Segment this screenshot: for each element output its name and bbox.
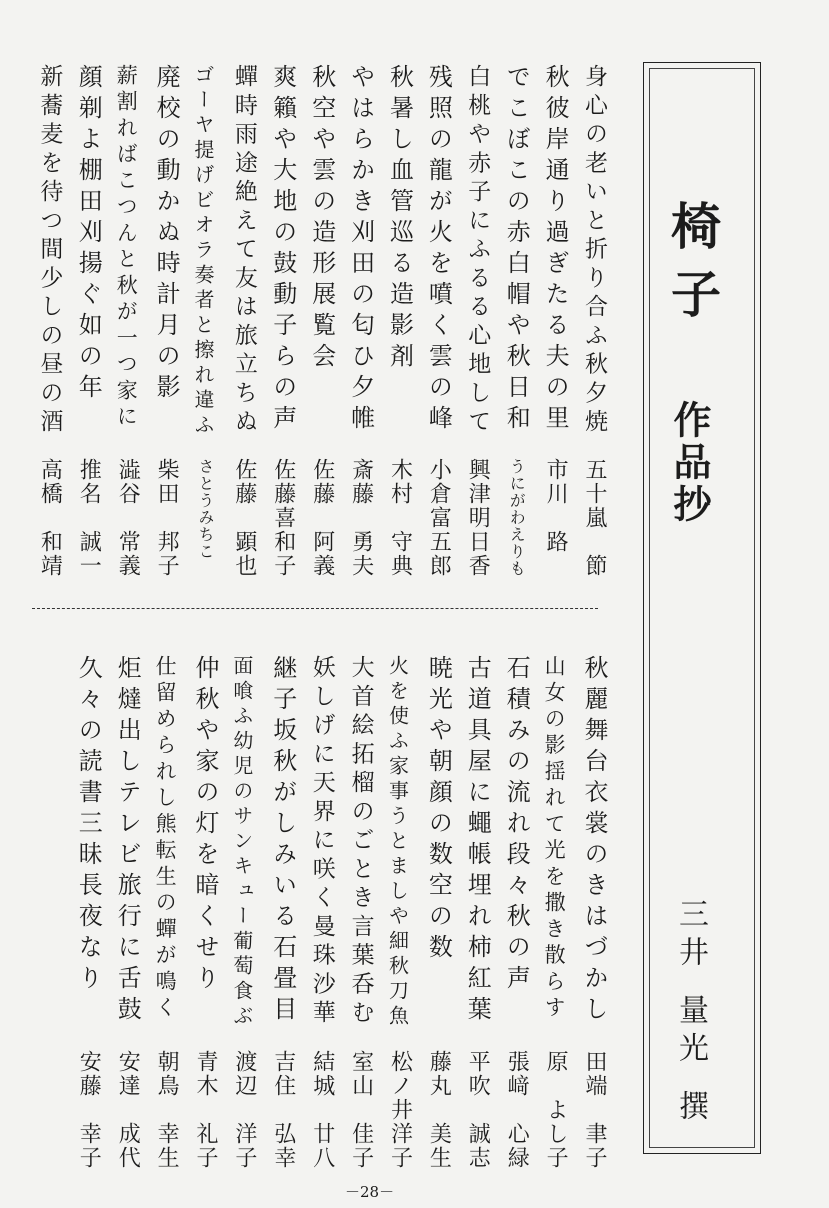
haiku-author: さとうみちこ	[196, 458, 215, 560]
editor-role: 撰	[673, 1090, 708, 1128]
editor-credit	[668, 898, 712, 1128]
haiku-entry	[341, 64, 381, 584]
haiku-author: 柴田 邦子	[154, 458, 180, 578]
haiku-entry	[574, 655, 614, 1175]
haiku-entry	[380, 655, 420, 1175]
haiku-author: 松ノ井洋子	[387, 1050, 413, 1170]
haiku-text: 山女の影揺れて光を撒き散らす	[542, 655, 567, 1023]
haiku-text: 継子坂秋がしみいる石畳目	[268, 655, 297, 1027]
haiku-author: 市川 路	[543, 458, 569, 554]
haiku-entry	[146, 655, 186, 1175]
haiku-entry	[535, 64, 575, 584]
haiku-text: 廃校の動かぬ時計月の影	[152, 64, 181, 405]
haiku-author: 小倉富五郎	[426, 458, 452, 578]
haiku-entry	[224, 655, 264, 1175]
section-divider	[32, 608, 598, 609]
haiku-text: 古道具屋に蠅帳埋れ柿紅葉	[463, 655, 492, 1027]
haiku-text: 秋暑し血管巡る造影剤	[385, 64, 414, 374]
haiku-author: 佐藤 阿義	[309, 458, 335, 578]
haiku-author: 室山 佳子	[348, 1050, 374, 1170]
section-title: 作品抄	[667, 400, 711, 526]
haiku-author: 原 よし子	[543, 1050, 569, 1170]
haiku-entry	[107, 655, 147, 1175]
haiku-author: 青木 礼子	[193, 1050, 218, 1170]
haiku-author: 安藤 幸子	[76, 1050, 102, 1170]
haiku-text: 秋彼岸通り過ぎたる夫の里	[541, 64, 570, 436]
haiku-text: 残照の龍が火を噴く雲の峰	[424, 64, 453, 436]
haiku-author: 渡辺 洋子	[231, 1050, 257, 1170]
haiku-text: 炬燵出しテレビ旅行に舌鼓	[113, 655, 142, 1027]
haiku-text: 薪割ればこつんと秋が一つ家に	[114, 64, 139, 432]
haiku-text: 爽籟や大地の鼓動子らの声	[268, 64, 297, 436]
editor-family-name: 三井	[673, 898, 708, 974]
haiku-author: 五十嵐 節	[582, 458, 607, 578]
haiku-entry	[185, 64, 225, 584]
haiku-author: 安達 成代	[115, 1050, 141, 1170]
haiku-author: 木村 守典	[387, 458, 413, 578]
haiku-text: 面喰ふ幼児のサンキュー葡萄食ぶ	[229, 655, 254, 1030]
haiku-author: 澁谷 常義	[115, 458, 141, 578]
haiku-text: 白桃や赤子にふるる心地して	[464, 64, 491, 438]
haiku-text: やはらかき刈田の匂ひ夕帷	[346, 64, 375, 436]
haiku-entry	[68, 655, 108, 1175]
haiku-text: 仕留められし熊転生の蟬が鳴く	[153, 655, 178, 1023]
haiku-text: 身心の老いと折り合ふ秋夕焼	[581, 64, 607, 438]
haiku-text: 火を使ふ家事うとましや細秋刀魚	[385, 655, 410, 1030]
haiku-author: 高橋 和靖	[37, 458, 63, 578]
haiku-text: 新蕎麦を待つ間少しの昼の酒	[36, 64, 63, 438]
haiku-author: 興津明日香	[465, 458, 491, 578]
editor-given-name: 量光	[673, 994, 708, 1070]
haiku-text: 久々の読書三昧長夜なり	[74, 655, 103, 996]
haiku-author: 結城 廿八	[309, 1050, 335, 1170]
haiku-entry	[380, 64, 420, 584]
haiku-entry	[457, 655, 497, 1175]
haiku-text: 顔剃よ棚田刈揚ぐ如の年	[74, 64, 103, 405]
haiku-author: 田端 聿子	[582, 1050, 607, 1170]
haiku-entry	[535, 655, 575, 1175]
haiku-entry	[107, 64, 147, 584]
haiku-author: 藤丸 美生	[426, 1050, 452, 1170]
haiku-author: 佐藤喜和子	[270, 458, 296, 578]
haiku-entry	[185, 655, 225, 1175]
haiku-author: 平吹 誠志	[465, 1050, 491, 1170]
haiku-author: 斎藤 勇夫	[348, 458, 374, 578]
haiku-text: でこぼこの赤白帽や秋日和	[502, 64, 531, 436]
haiku-entry	[302, 655, 342, 1175]
haiku-entry	[224, 64, 264, 584]
haiku-text: 秋空や雲の造形展覧会	[307, 64, 336, 374]
haiku-text: 大首絵拓榴のごとき言葉呑む	[347, 655, 374, 1029]
haiku-entry	[29, 64, 69, 584]
haiku-author: 推名 誠一	[76, 458, 102, 578]
haiku-author: 吉住 弘幸	[270, 1050, 296, 1170]
haiku-entry	[263, 655, 303, 1175]
haiku-text: 蟬時雨途絶えて友は旅立ちぬ	[230, 64, 257, 438]
haiku-entry	[263, 64, 303, 584]
haiku-author: 朝鳥 幸生	[154, 1050, 180, 1170]
haiku-entry	[68, 64, 108, 584]
haiku-text: 秋麗舞台衣裳のきはづかし	[580, 655, 608, 1027]
haiku-text: 妖しげに天界に咲く曼珠沙華	[308, 655, 335, 1029]
haiku-entry	[457, 64, 497, 584]
haiku-author: 佐藤 顕也	[231, 458, 257, 578]
haiku-author: うにがわえりも	[507, 458, 527, 577]
haiku-entry	[418, 655, 458, 1175]
haiku-author: 張﨑 心緑	[504, 1050, 530, 1170]
haiku-entry	[574, 64, 614, 584]
haiku-text: 暁光や朝顔の数空の数	[424, 655, 453, 965]
haiku-text: 仲秋や家の灯を暗くせり	[191, 655, 219, 996]
haiku-entry	[496, 655, 536, 1175]
haiku-entry	[146, 64, 186, 584]
haiku-text: 石積みの流れ段々秋の声	[502, 655, 531, 996]
series-title: 椅子	[663, 200, 721, 336]
haiku-text: ゴーヤ提げビオラ奏者と擦れ違ふ	[191, 64, 215, 439]
haiku-entry	[302, 64, 342, 584]
page-number: －28－	[345, 1183, 395, 1201]
haiku-entry	[496, 64, 536, 584]
haiku-entry	[341, 655, 381, 1175]
haiku-entry	[418, 64, 458, 584]
